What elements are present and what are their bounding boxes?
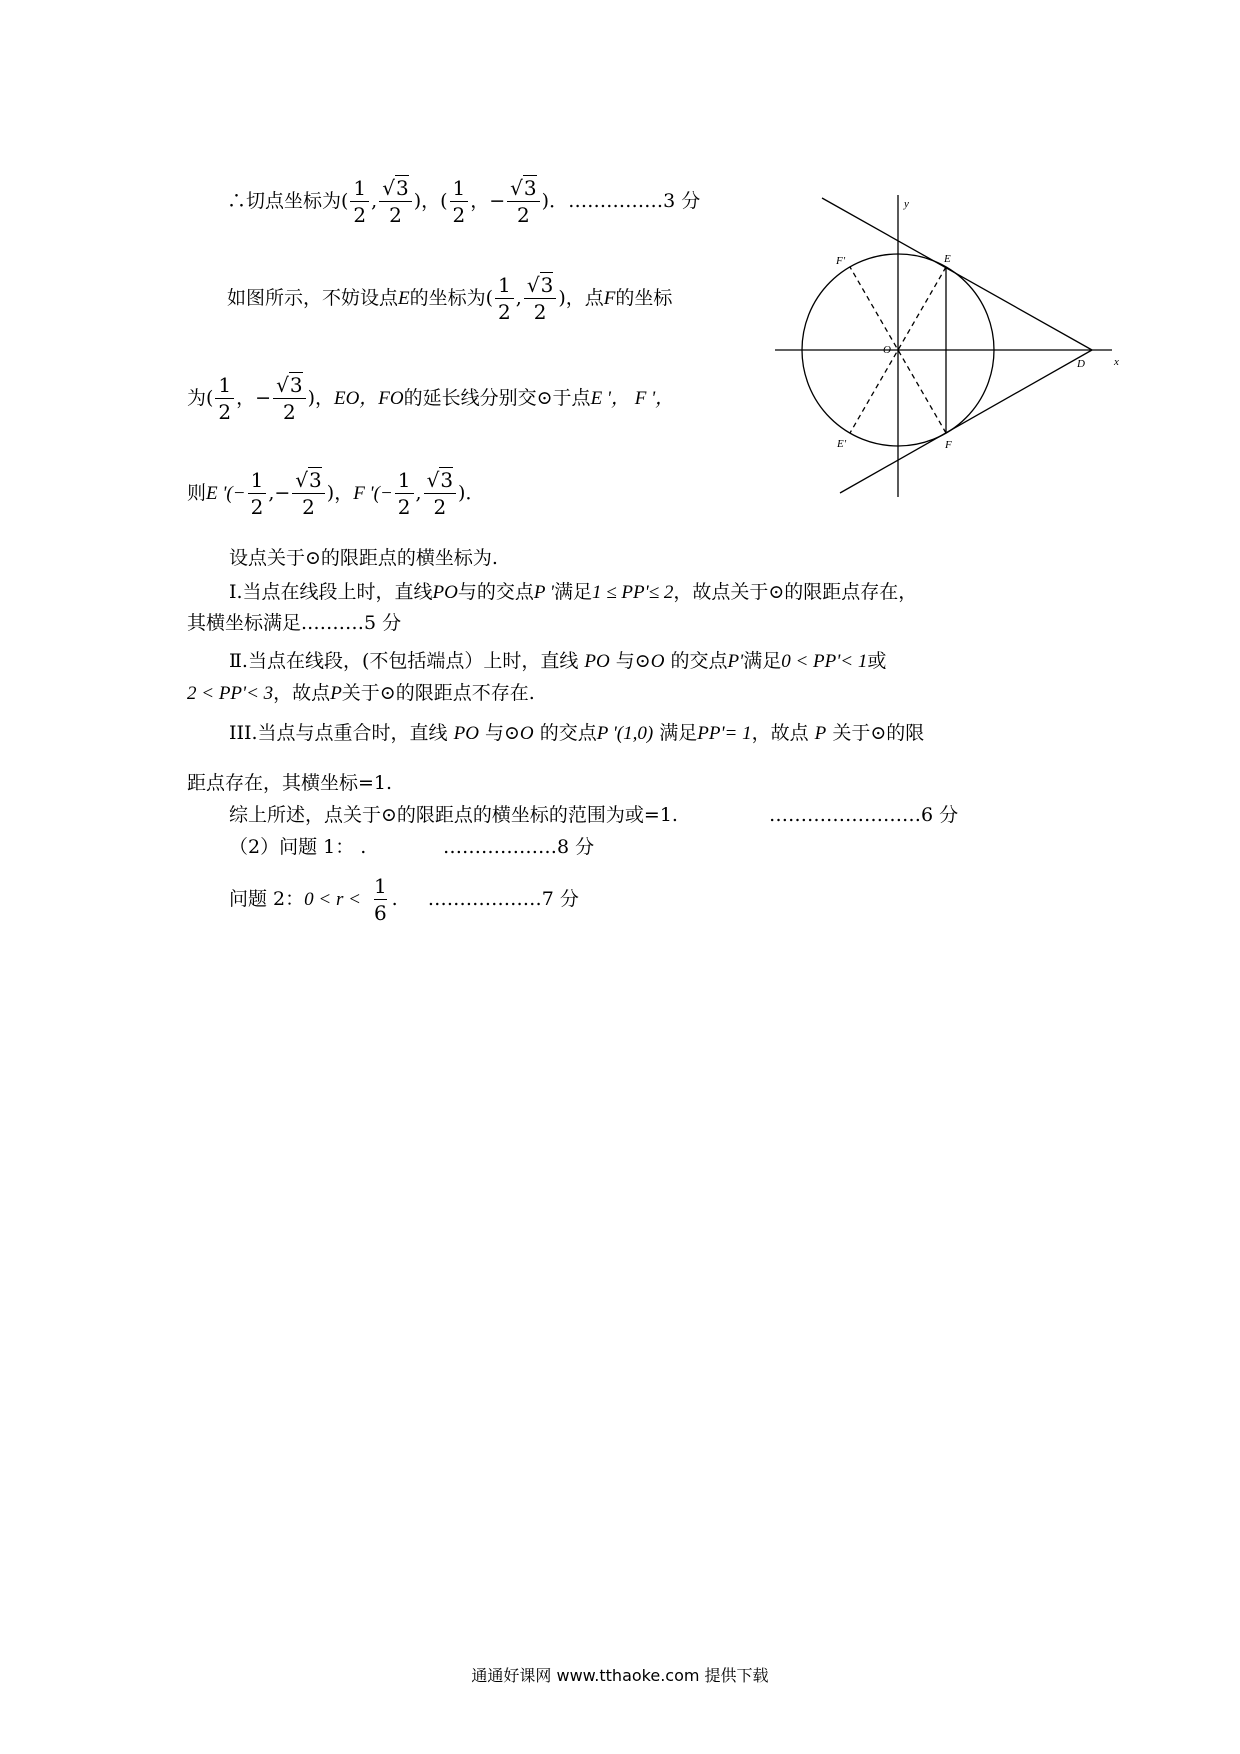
case-2-result-line: 2 < PP'< 3，故点P关于⊙的限距点不存在. bbox=[187, 682, 535, 704]
case-3-line: III.当点与点重合时，直线 PO 与⊙O 的交点P '(1,0) 满足PP'= 1，故点 P 关于⊙的限 bbox=[229, 722, 925, 744]
definition-line: 设点关于⊙的限距点的横坐标为. bbox=[229, 547, 498, 569]
fraction: $\frac{1}{2}$ bbox=[248, 470, 267, 518]
label-o: O bbox=[883, 344, 891, 356]
label-y: y bbox=[904, 198, 909, 210]
case-1-result-line: 其横坐标满足.………5 分 bbox=[187, 612, 402, 634]
case-2-line: Ⅱ.当点在线段，(不包括端点）上时，直线 PO 与⊙O 的交点P'满足0 < PP'< 1或 bbox=[229, 650, 887, 672]
label-f-prime: F' bbox=[836, 255, 846, 267]
fraction: $\frac{√3}{2}$ bbox=[273, 375, 305, 423]
fraction: $\frac{1}{2}$ bbox=[450, 178, 469, 226]
label-d: D bbox=[1077, 358, 1085, 370]
point-e-line: 如图所示，不妨设点E的坐标为( $\frac{1}{2}$ , $\frac{√3}{2}$ )，点F的坐标 bbox=[227, 273, 673, 324]
footer-watermark: 通通好课网 www.tthaoke.com 提供下载 bbox=[471, 1666, 769, 1685]
label-f: F bbox=[945, 439, 952, 451]
reflected-points-line: 则E '(− $\frac{1}{2}$ ,− $\frac{√3}{2}$ )，F '(− $\frac{1}{2}$ , $\frac{√3}{2}$ )． bbox=[187, 468, 485, 519]
point-f-line: 为( $\frac{1}{2}$ ，− $\frac{√3}{2}$ )，EO，FO的延长线分别交⊙于点E '， F '， bbox=[187, 373, 675, 424]
fraction: $\frac{√3}{2}$ bbox=[292, 470, 324, 518]
fraction: $\frac{√3}{2}$ bbox=[507, 178, 539, 226]
fraction: $\frac{1}{2}$ bbox=[495, 275, 514, 323]
score-dots: ………………8 分 bbox=[443, 836, 595, 858]
tangent-point-line: ∴切点坐标为( $\frac{1}{2}$ , $\frac{√3}{2}$ )，( $\frac{1}{2}$ ，− $\frac{√3}{2}$ )．……………3 分 bbox=[227, 176, 701, 227]
question-2-line: 问题 2：0 < r < $\frac{1}{6}$ . ………………7 分 bbox=[229, 874, 579, 925]
case-3-result-line: 距点存在，其横坐标=1. bbox=[187, 772, 393, 794]
question-1-line: （2）问题 1： . ………………8 分 bbox=[229, 836, 595, 858]
tangent-line-upper bbox=[822, 198, 1092, 350]
tangent-line-lower bbox=[840, 350, 1092, 493]
case-1-line: Ⅰ.当点在线段上时，直线PO与的交点P '满足1 ≤ PP'≤ 2，故点关于⊙的限距点存在， bbox=[229, 581, 918, 603]
fraction: $\frac{1}{2}$ bbox=[395, 470, 414, 518]
score-dots: ……………………6 分 bbox=[769, 804, 959, 826]
fraction: $\frac{1}{6}$ bbox=[373, 874, 387, 925]
fraction: $\frac{√3}{2}$ bbox=[524, 275, 556, 323]
label-x: x bbox=[1114, 356, 1119, 368]
summary-line: 综上所述，点关于⊙的限距点的横坐标的范围为或=1. ……………………6 分 bbox=[229, 804, 959, 826]
label-e-prime: E' bbox=[837, 438, 847, 450]
label-e: E bbox=[944, 253, 951, 265]
fraction: $\frac{√3}{2}$ bbox=[379, 178, 411, 226]
score-dots: ……………3 分 bbox=[568, 190, 701, 212]
fraction: $\frac{1}{2}$ bbox=[350, 178, 369, 226]
score-dots: ………………7 分 bbox=[427, 888, 579, 910]
fraction: $\frac{1}{2}$ bbox=[215, 375, 234, 423]
fraction: $\frac{√3}{2}$ bbox=[424, 470, 456, 518]
